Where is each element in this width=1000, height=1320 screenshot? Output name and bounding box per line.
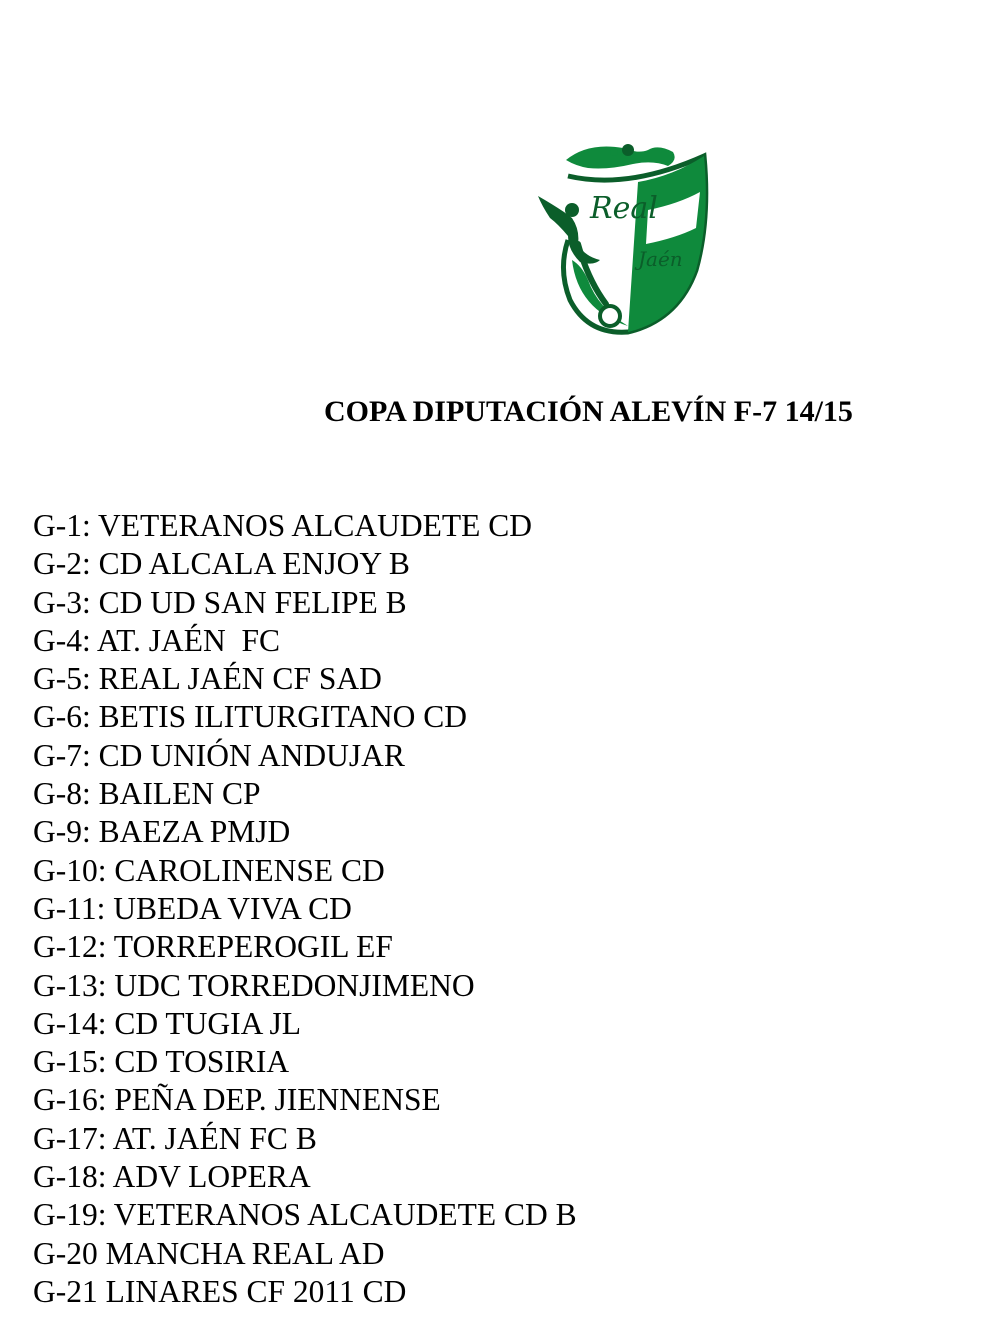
list-item: G-14: CD TUGIA JL <box>33 1005 302 1041</box>
list-item: G-20 MANCHA REAL AD <box>33 1235 385 1271</box>
list-item: G-15: CD TOSIRIA <box>33 1044 290 1080</box>
list-item: G-16: PEÑA DEP. JIENNENSE <box>33 1082 441 1118</box>
list-item: G-17: AT. JAÉN FC B <box>33 1120 317 1156</box>
real-jaen-logo <box>528 140 724 340</box>
page-title: COPA DIPUTACIÓN ALEVÍN F-7 14/15 <box>324 395 853 428</box>
group-list <box>33 507 577 1311</box>
list-item: G-18: ADV LOPERA <box>33 1159 311 1195</box>
logo-text-jaen: Jaén <box>638 247 683 271</box>
list-item: G-9: BAEZA PMJD <box>33 814 291 850</box>
logo-text-real: Real <box>590 191 658 226</box>
list-item: G-4: AT. JAÉN FC <box>33 622 281 658</box>
list-item: G-7: CD UNIÓN ANDUJAR <box>33 737 405 773</box>
list-item: G-13: UDC TORREDONJIMENO <box>33 967 475 1003</box>
list-item: G-6: BETIS ILITURGITANO CD <box>33 699 468 735</box>
list-item: G-11: UBEDA VIVA CD <box>33 890 352 926</box>
list-item: G-12: TORREPEROGIL EF <box>33 929 393 965</box>
list-item: G-19: VETERANOS ALCAUDETE CD B <box>33 1197 577 1233</box>
list-item: G-21 LINARES CF 2011 CD <box>33 1273 407 1309</box>
list-item: G-8: BAILEN CP <box>33 776 261 812</box>
list-item: G-1: VETERANOS ALCAUDETE CD <box>33 508 533 543</box>
list-item: G-5: REAL JAÉN CF SAD <box>33 661 382 697</box>
list-item: G-10: CAROLINENSE CD <box>33 852 385 888</box>
list-item: G-3: CD UD SAN FELIPE B <box>33 584 407 620</box>
list-item: G-2: CD ALCALA ENJOY B <box>33 546 410 582</box>
